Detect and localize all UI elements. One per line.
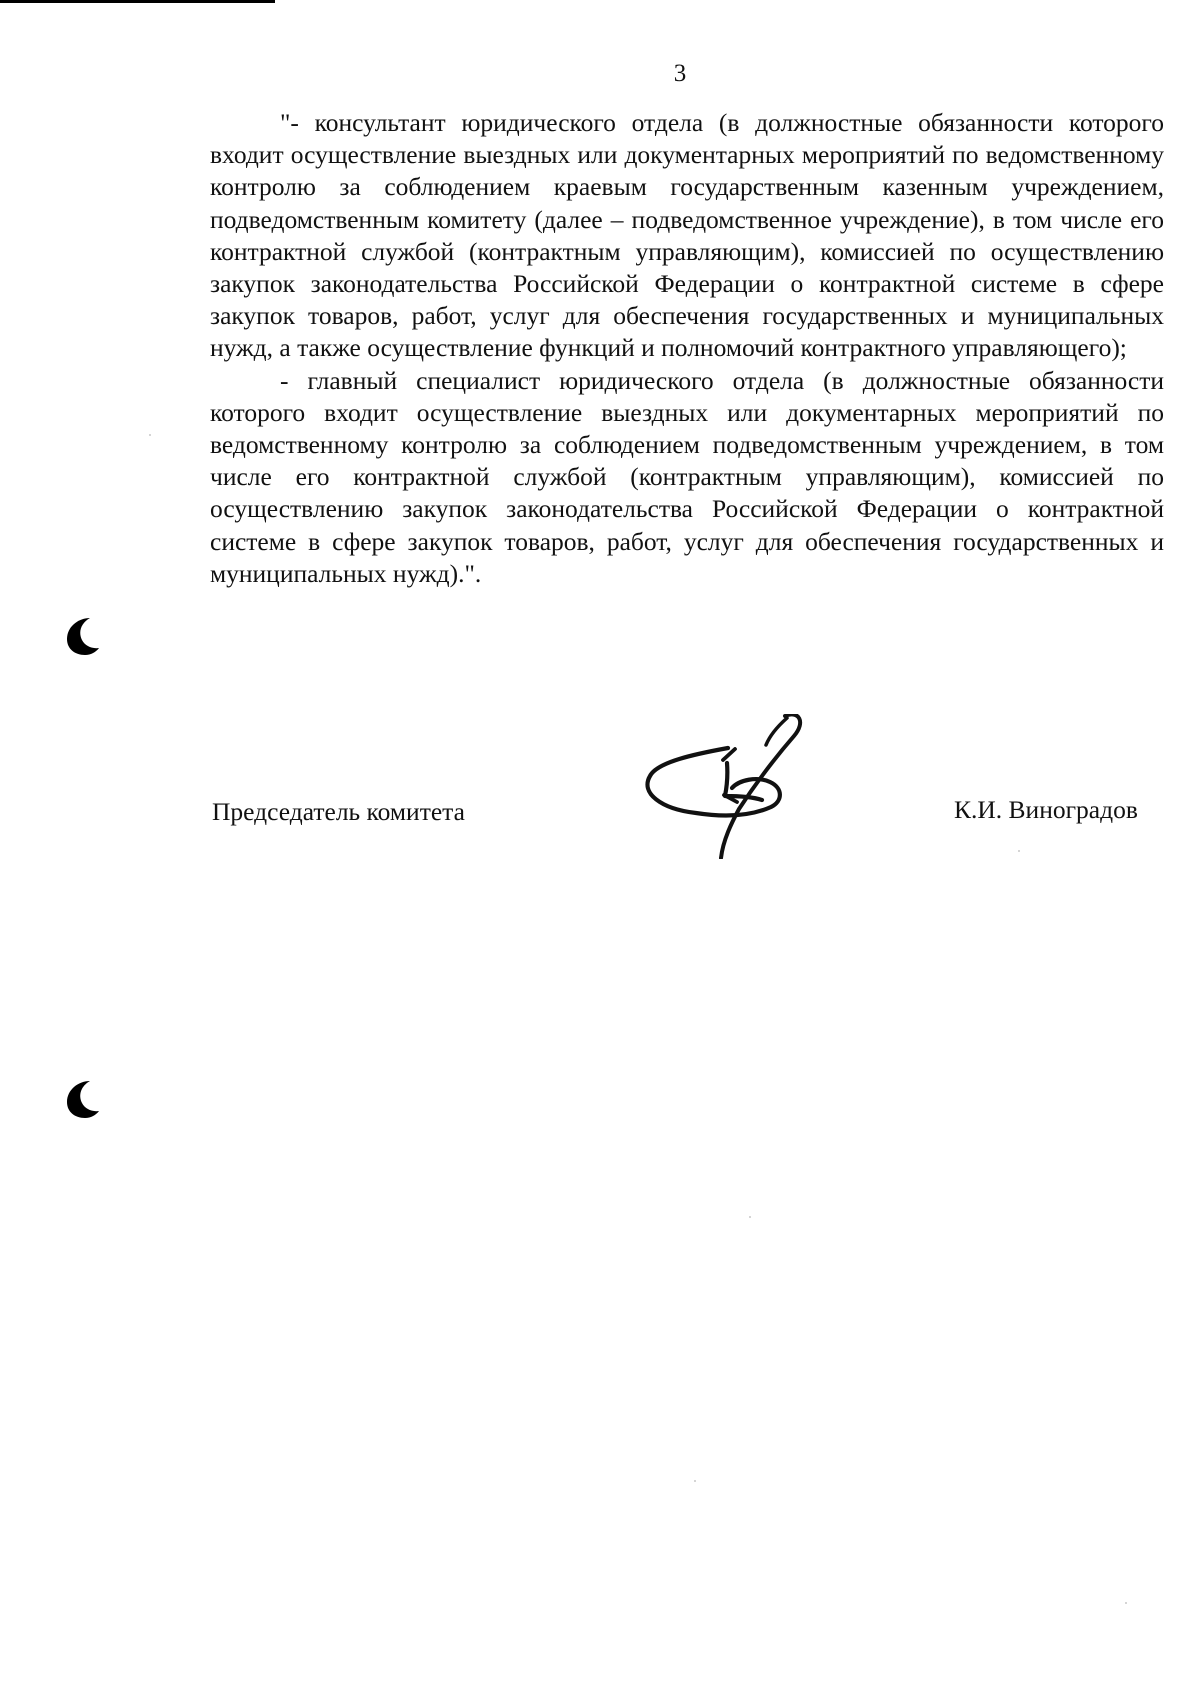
scan-speck: [694, 1480, 696, 1482]
punch-hole-icon: [58, 614, 102, 658]
signature-drawing: [640, 714, 830, 859]
punch-hole-icon: [58, 1077, 102, 1121]
scan-speck: [1125, 1602, 1127, 1604]
handwritten-signature-icon: [640, 714, 830, 859]
page-number: 3: [673, 60, 687, 87]
top-rule: [0, 0, 275, 3]
scan-speck: [149, 434, 151, 436]
scan-speck: [749, 1216, 751, 1218]
signatory-name: К.И. Виноградов: [954, 795, 1138, 824]
document-body: [210, 107, 1164, 590]
paragraph-consultant: "- консультант юридического отдела (в должностные обязанности которого входит осуществление выездных или документарных мероприятий по ведомственному контролю за соблюдением краевым государственным казенным учреждением, подведомственным комитету (далее – подведомственное учреждение), в том числе его контрактной службой (контрактным управляющим), комиссией по осуществлению закупок законодательства Российской Федерации о контрактной системе в сфере закупок товаров, работ, услуг для обеспечения государственных и муниципальных нужд, а также осуществление функций и полномочий контрактного управляющего);: [210, 108, 1164, 363]
signatory-title: Председатель комитета: [212, 797, 465, 826]
paragraph-chief-specialist: - главный специалист юридического отдела (в должностные обязанности которого входит осуществление выездных или документарных мероприятий по ведомственному контролю за соблюдением подведомственным учреждением, в том числе его контрактной службой (контрактным управляющим), комиссией по осуществлению закупок законодательства Российской Федерации о контрактной системе в сфере закупок товаров, работ, услуг для обеспечения государственных и муниципальных нужд).".: [210, 365, 1164, 588]
scan-speck: [1018, 850, 1020, 852]
